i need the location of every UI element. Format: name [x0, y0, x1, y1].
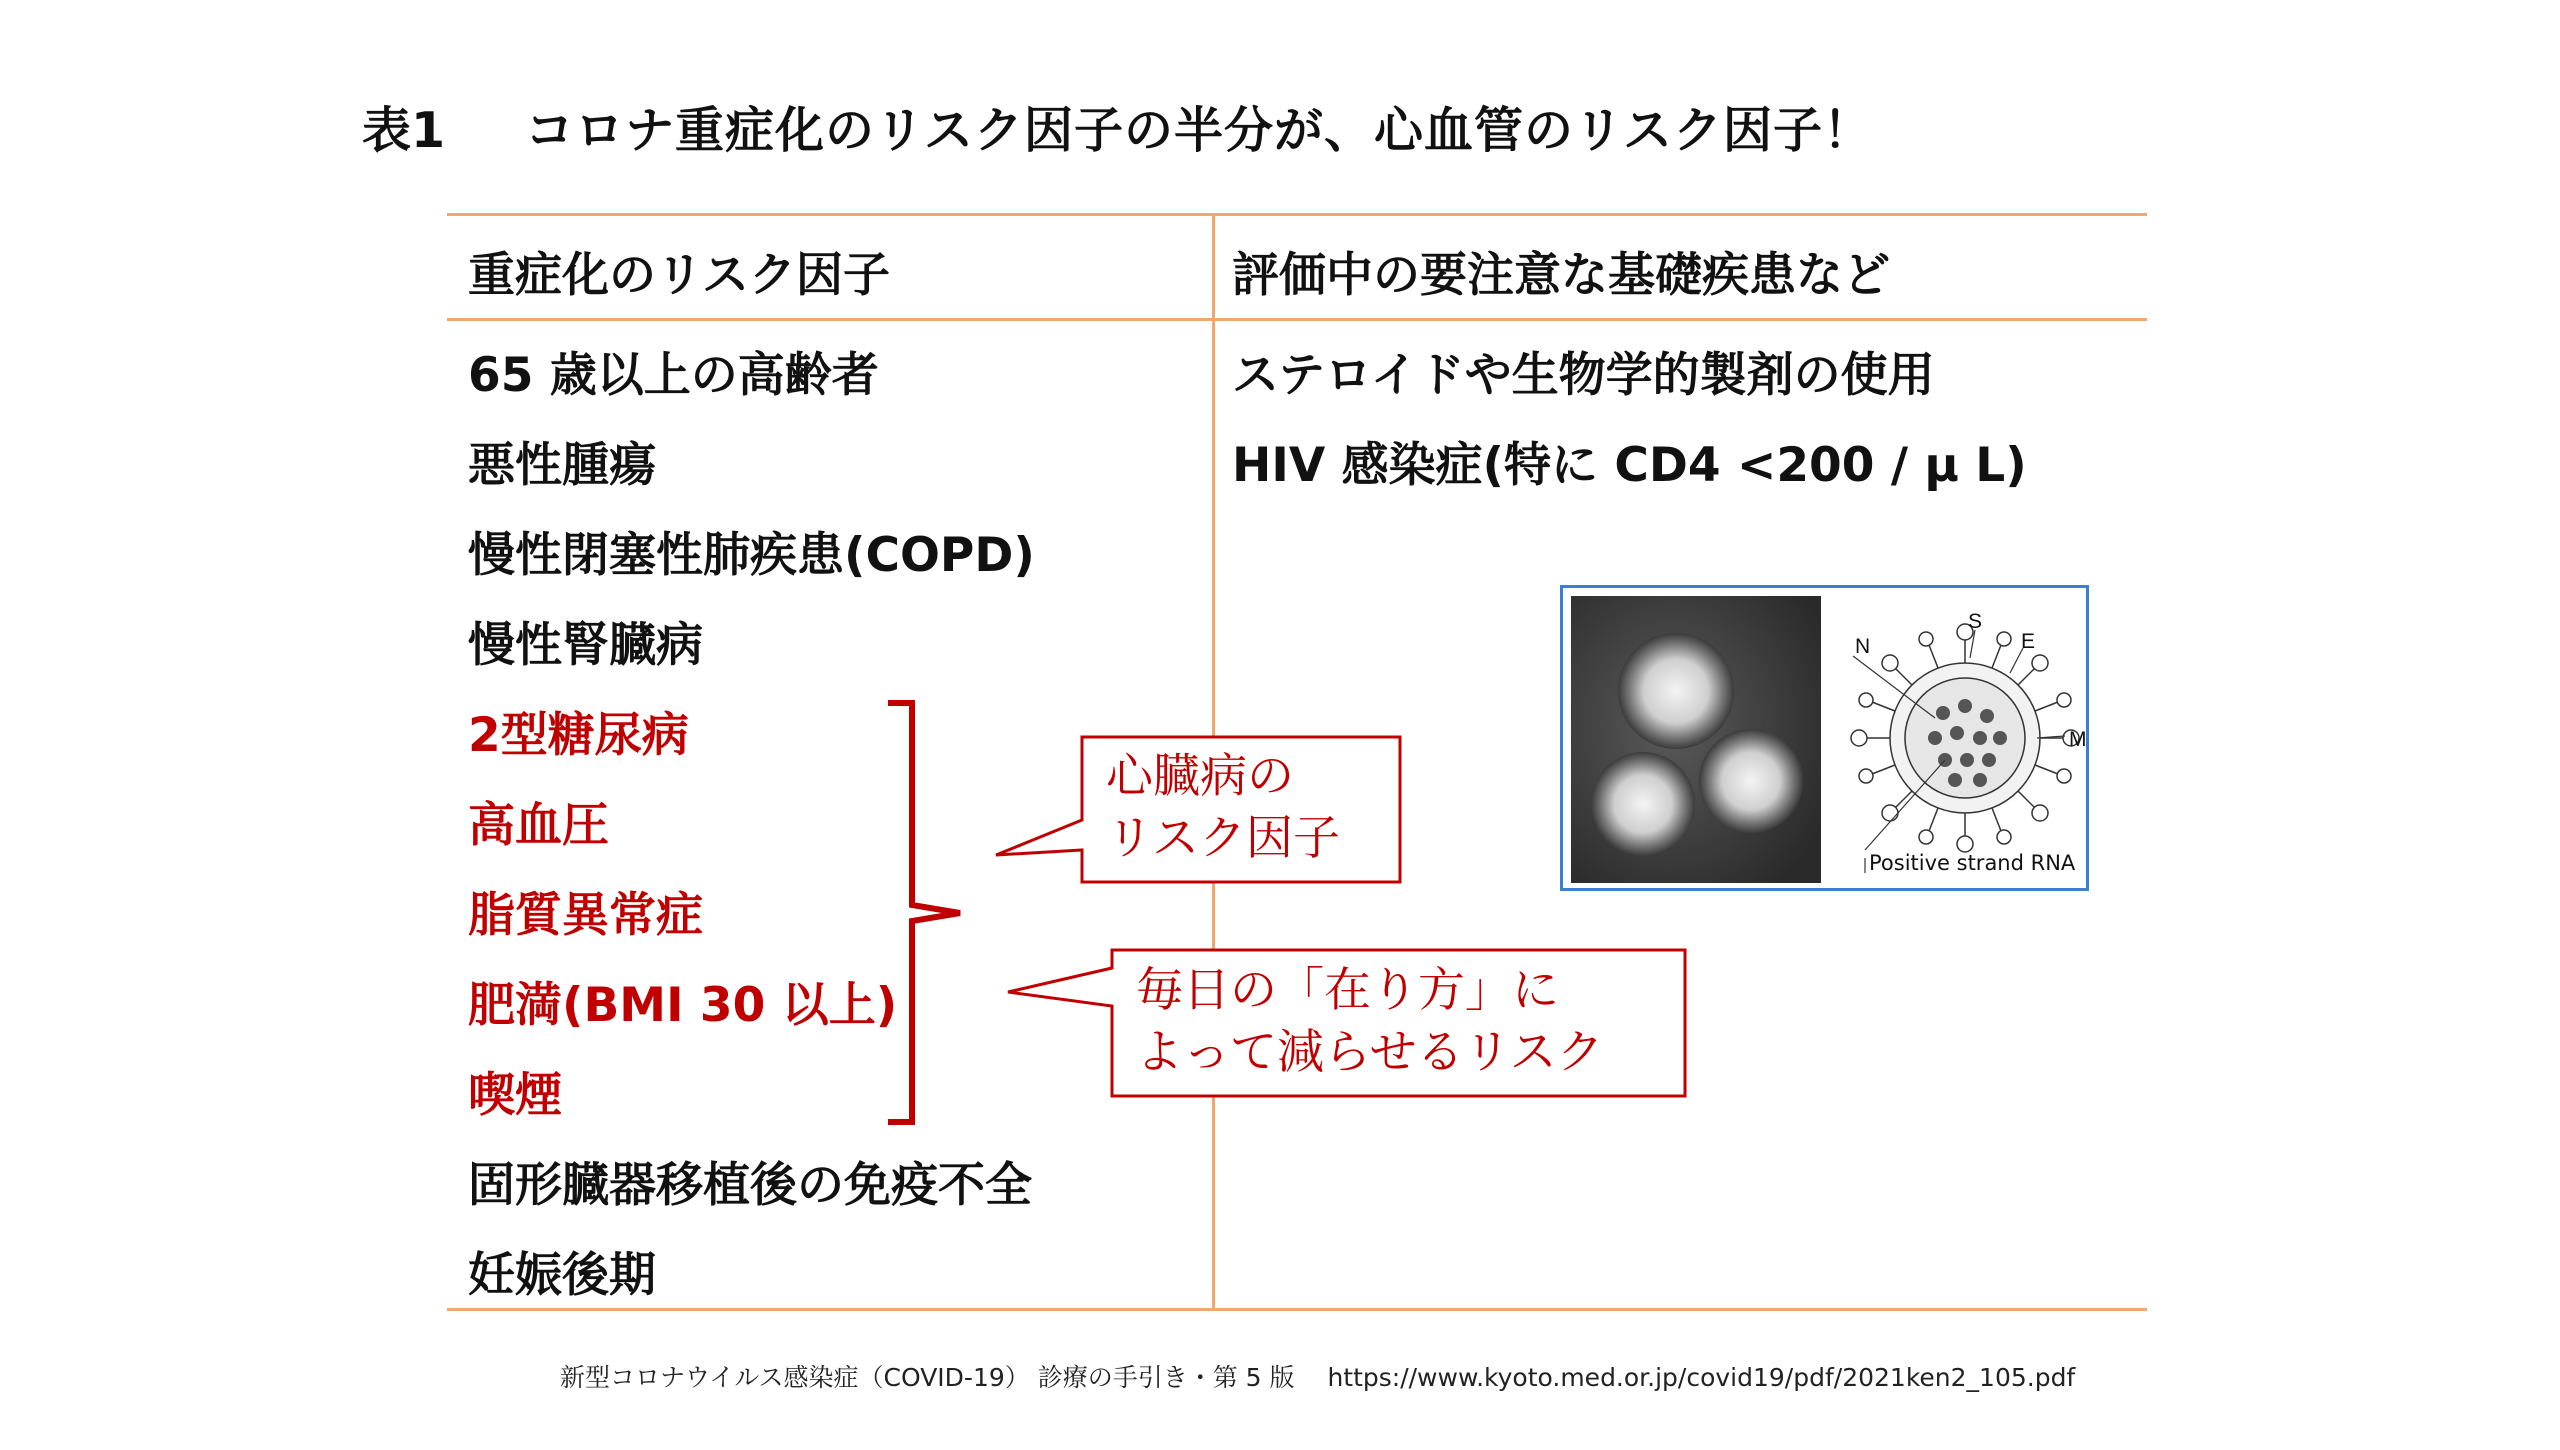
risk-factor-item-highlighted: 脂質異常症 [468, 888, 703, 943]
coronavirus-figure [1560, 585, 2089, 891]
risk-factor-item-highlighted: 2型糖尿病 [468, 708, 689, 763]
condition-item: HIV 感染症(特に CD4 <200 / μ L) [1232, 438, 2027, 493]
label-s: S [1968, 610, 1983, 633]
micrograph-image [1571, 596, 1821, 883]
risk-factor-item: 妊娠後期 [468, 1248, 656, 1303]
risk-factor-item-highlighted: 肥満(BMI 30 以上) [468, 978, 898, 1033]
callout-lifestyle-line1: 毎日の「在り方」に [1136, 963, 1559, 1018]
risk-factor-item: 慢性閉塞性肺疾患(COPD) [468, 528, 1035, 583]
source-footer: 新型コロナウイルス感染症（COVID-19） 診療の手引き・第 5 版 https://www.kyoto.med.or.jp/covid19/pdf/2021ken2_105.pdf [560, 1363, 2076, 1392]
label-m: M [2069, 728, 2087, 751]
label-positive-strand-rna: Positive strand RNA [1869, 851, 2076, 875]
callout-heart-line1: 心臓病の [1106, 749, 1294, 804]
right-column-header: 評価中の要注意な基礎疾患など [1232, 248, 1890, 303]
curly-brace [888, 703, 960, 1122]
risk-factor-item: 固形臓器移植後の免疫不全 [468, 1158, 1032, 1213]
risk-factor-item: 慢性腎臓病 [468, 618, 703, 673]
risk-factor-item-highlighted: 高血圧 [468, 798, 609, 853]
virus-diagram-svg [1825, 588, 2089, 888]
risk-factor-item: 65 歳以上の高齢者 [468, 348, 879, 403]
electron-micrograph [1571, 596, 1821, 883]
label-n: N [1855, 635, 1871, 658]
page-title: コロナ重症化のリスク因子の半分が、心血管のリスク因子！ [525, 102, 1874, 159]
label-e: E [2021, 630, 2036, 653]
table-number: 表1 [362, 102, 446, 159]
risk-factor-item: 悪性腫瘍 [468, 438, 656, 493]
callout-heart-line2: リスク因子 [1106, 811, 1341, 866]
left-column-header: 重症化のリスク因子 [468, 248, 891, 303]
risk-factor-item-highlighted: 喫煙 [468, 1068, 562, 1123]
virus-structure-diagram [1825, 588, 2089, 888]
condition-item: ステロイドや生物学的製剤の使用 [1232, 348, 1935, 403]
callout-lifestyle-line2: よって減らせるリスク [1136, 1025, 1604, 1080]
